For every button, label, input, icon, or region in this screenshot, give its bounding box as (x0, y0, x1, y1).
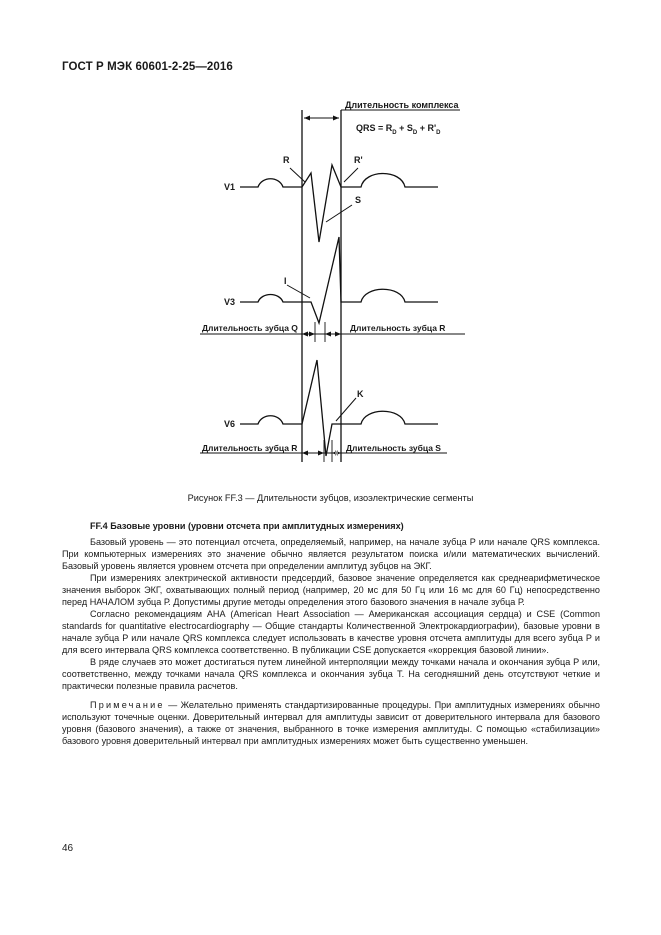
r-duration-label-bottom: Длительность зубца R (202, 443, 298, 453)
wave-label-s: S (355, 195, 362, 205)
note-label: Примечание (90, 700, 165, 710)
page-number: 46 (62, 843, 74, 854)
lead-label-v6: V6 (224, 419, 236, 429)
complex-duration-label: Длительность комплекса (345, 100, 459, 110)
section-heading: FF.4 Базовые уровни (уровни отсчета при амплитудных измерениях) (90, 521, 404, 531)
qrs-formula-label: QRS = $R_D + S_D + R'_D$ (356, 123, 441, 136)
paragraph-2: При измерениях электрической активности предсердий, базовое значение определяется как среднеарифметическое значения выборок ЭКГ, охватывающих полный период (например, 20 мс для 50 Гц или 16 мс для 60 Гц) непосредственно перед НАЧАЛОМ зубца Р. Допустимы другие методы определения этого базового значения в начале зубца Р. (62, 573, 600, 607)
figure-caption: Рисунок FF.3 — Длительности зубцов, изоэлектрические сегменты (187, 493, 474, 503)
ecg-trace-v1 (240, 165, 438, 242)
note-text: — Желательно применять стандартизированные процедуры. При амплитудных измерениях обычно используют точечные оценки. Доверительный интервал для амплитуды зависит от доверительного интервала для базового уровня (базового значения), а также от значения, выбранного в точке измерения амплитуды. С помощью «стабилизации» базового уровня доверительный интервал при амплитудных измерениях может быть существенно уменьшен. (62, 700, 600, 746)
r-duration-label-mid: Длительность зубца R (350, 323, 446, 333)
lead-label-v3: V3 (224, 297, 236, 307)
section-body (62, 520, 600, 747)
paragraph-3: Согласно рекомендациям АНА (American Heart Association — Американская ассоциация сердца) и CSE (Common standards for quantitative electrocardiography — Общие стандарты Количественной Электрокардиографии), базовые уровни в начале зубца Р или начале QRS комплекса следует использовать в качестве уровня отсчета амплитуды для всего зубца Р и для всего интервала QRS комплекса соответственно. В публикации CSE допускается «коррекция базовой линии». (62, 609, 600, 655)
paragraph-1: Базовый уровень — это потенциал отсчета, определяемый, например, на начале зубца Р или начале QRS комплекса. При компьютерных измерениях это значение обычно является результатом поиска и/или математических вычислений. Базовый уровень является уровнем отсчета при определении амплитуд зубцов на ЭКГ. (62, 537, 600, 571)
wave-label-i: I (284, 276, 287, 286)
s-duration-label: Длительность зубца S (346, 443, 441, 453)
ecg-trace-v3 (240, 237, 438, 323)
q-duration-label: Длительность зубца Q (202, 323, 298, 333)
ecg-trace-v6 (240, 360, 438, 456)
paragraph-4: В ряде случаев это может достигаться путем линейной интерполяции между точками начала и окончания зубца Р или, соответственно, между точками начала QRS комплекса и окончания зубца Т. На сегодняшний день отсутствуют четкие и практически полезные правила расчетов. (62, 657, 600, 691)
lead-label-v1: V1 (224, 182, 236, 192)
wave-label-k: K (357, 389, 364, 399)
note-paragraph (62, 699, 600, 747)
document-header: ГОСТ Р МЭК 60601-2-25—2016 (62, 61, 233, 73)
wave-label-r-prime: R' (354, 155, 363, 165)
wave-label-r: R (283, 155, 290, 165)
